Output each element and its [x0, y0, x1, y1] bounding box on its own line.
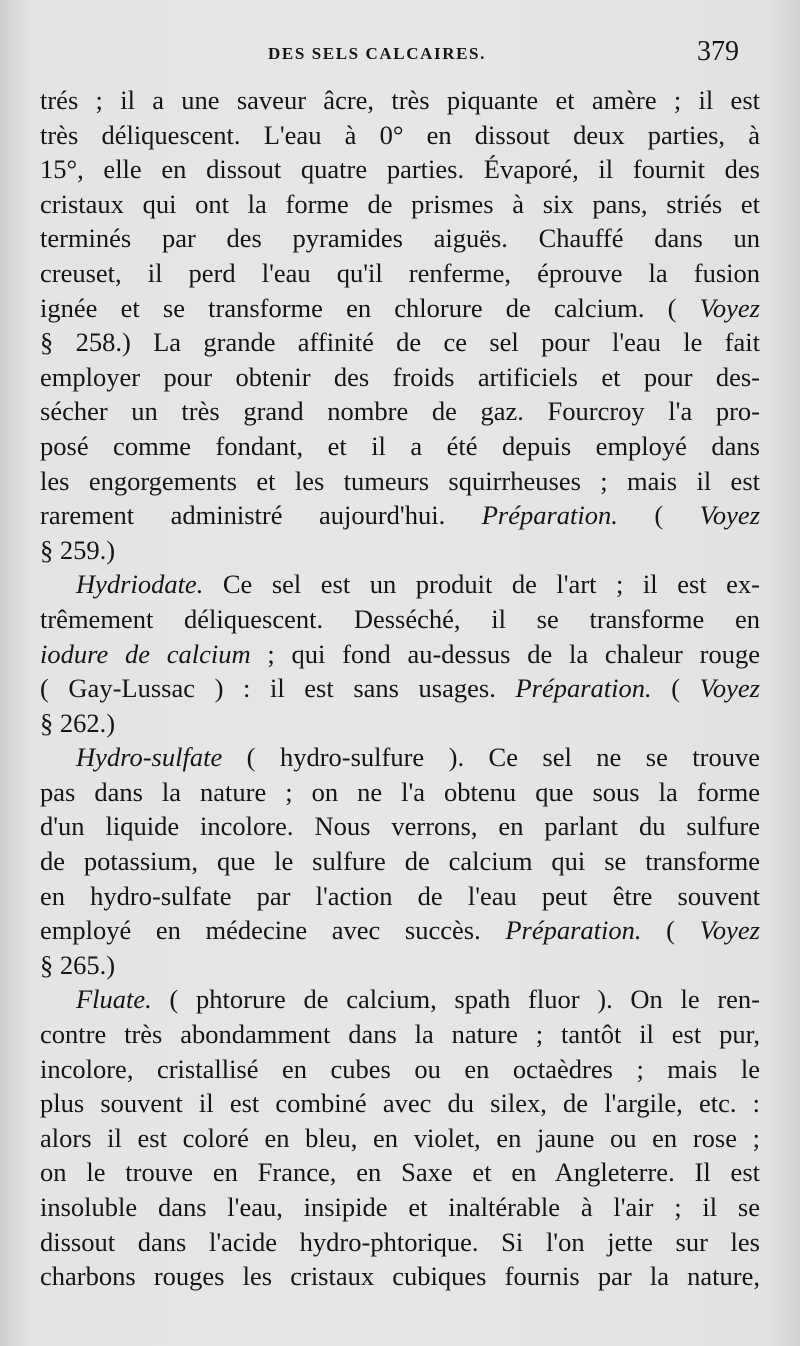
- text-line: plus souvent il est combiné avec du silex, de l'argile, etc. :: [40, 1088, 760, 1119]
- italic-term: Fluate.: [76, 984, 152, 1015]
- text-line: pas dans la nature ; on ne l'a obtenu que sous la forme: [40, 776, 760, 807]
- text-line: alors il est coloré en bleu, en violet, en jaune ou en rose ;: [40, 1122, 760, 1153]
- text-line: Fluate. ( phtorure de calcium, spath fluor ). On le ren-: [76, 984, 760, 1015]
- text-line: dissout dans l'acide hydro-phtorique. Si l'on jette sur les: [40, 1226, 760, 1257]
- page-number: 379: [697, 36, 739, 67]
- italic-term: Hydro-sulfate: [76, 742, 223, 773]
- text-line: on le trouve en France, en Saxe et en Angleterre. Il est: [40, 1157, 760, 1188]
- paragraph: [40, 740, 760, 982]
- text-line: Hydriodate. Ce sel est un produit de l'art ; il est ex-: [76, 569, 760, 600]
- body-text: [40, 83, 760, 1294]
- text-line: 15°, elle en dissout quatre parties. Évaporé, il fournit des: [40, 154, 760, 185]
- text-line: incolore, cristallisé en cubes ou en octaèdres ; mais le: [40, 1053, 760, 1084]
- paragraph: [40, 567, 760, 740]
- text-line: de potassium, que le sulfure de calcium qui se transforme: [40, 846, 760, 877]
- text-line: ( Gay-Lussac ) : il est sans usages. Préparation. ( Voyez: [40, 673, 760, 704]
- text-line: trés ; il a une saveur âcre, très piquante et amère ; il est: [40, 85, 760, 115]
- text-line: insoluble dans l'eau, insipide et inaltérable à l'air ; il se: [40, 1192, 760, 1222]
- italic-term: Voyez: [699, 915, 760, 946]
- text-line: employé en médecine avec succès. Préparation. ( Voyez: [40, 915, 760, 946]
- italic-term: Préparation.: [505, 915, 642, 946]
- text-line: employer pour obtenir des froids artificiels et pour des-: [40, 361, 760, 392]
- italic-term: Préparation.: [515, 673, 652, 704]
- text-line: rarement administré aujourd'hui. Préparation. ( Voyez: [40, 500, 761, 531]
- text-line: contre très abondamment dans la nature ; tantôt il est pur,: [40, 1019, 760, 1050]
- running-head: [0, 36, 800, 76]
- text-line: iodure de calcium ; qui fond au-dessus de la chaleur rouge: [40, 638, 760, 669]
- paragraph: [40, 83, 760, 567]
- italic-term: Voyez: [699, 292, 760, 323]
- text-line: creuset, il perd l'eau qu'il renferme, éprouve la fusion: [40, 257, 760, 288]
- text-line: les engorgements et les tumeurs squirrheuses ; mais il est: [40, 465, 760, 496]
- text-line: § 262.): [40, 707, 116, 738]
- running-title: DES SELS CALCAIRES.: [268, 44, 486, 63]
- text-line: en hydro-sulfate par l'action de l'eau peut être souvent: [40, 880, 760, 911]
- paragraph: [40, 982, 760, 1293]
- italic-term: Voyez: [699, 673, 760, 704]
- text-line: ignée et se transforme en chlorure de calcium. ( Voyez: [40, 292, 760, 323]
- text-line: charbons rouges les cristaux cubiques fournis par la nature,: [40, 1261, 760, 1292]
- text-line: § 258.) La grande affinité de ce sel pour l'eau le fait: [40, 327, 760, 358]
- text-line: terminés par des pyramides aiguës. Chauffé dans un: [40, 223, 760, 254]
- italic-term: Voyez: [699, 500, 761, 531]
- text-line: sécher un très grand nombre de gaz. Fourcroy l'a pro-: [40, 396, 760, 427]
- text-line: cristaux qui ont la forme de prismes à six pans, striés et: [40, 188, 760, 219]
- text-line: trêmement déliquescent. Desséché, il se transforme en: [40, 603, 760, 634]
- text-line: § 259.): [40, 534, 116, 565]
- text-line: § 265.): [40, 949, 116, 980]
- text-line: Hydro-sulfate ( hydro-sulfure ). Ce sel ne se trouve: [76, 742, 760, 773]
- italic-term: iodure de calcium: [40, 638, 251, 669]
- text-line: posé comme fondant, et il a été depuis employé dans: [40, 430, 760, 461]
- italic-term: Hydriodate.: [76, 569, 204, 600]
- text-line: très déliquescent. L'eau à 0° en dissout deux parties, à: [40, 119, 760, 150]
- text-line: d'un liquide incolore. Nous verrons, en parlant du sulfure: [40, 811, 760, 842]
- italic-term: Préparation.: [481, 500, 618, 531]
